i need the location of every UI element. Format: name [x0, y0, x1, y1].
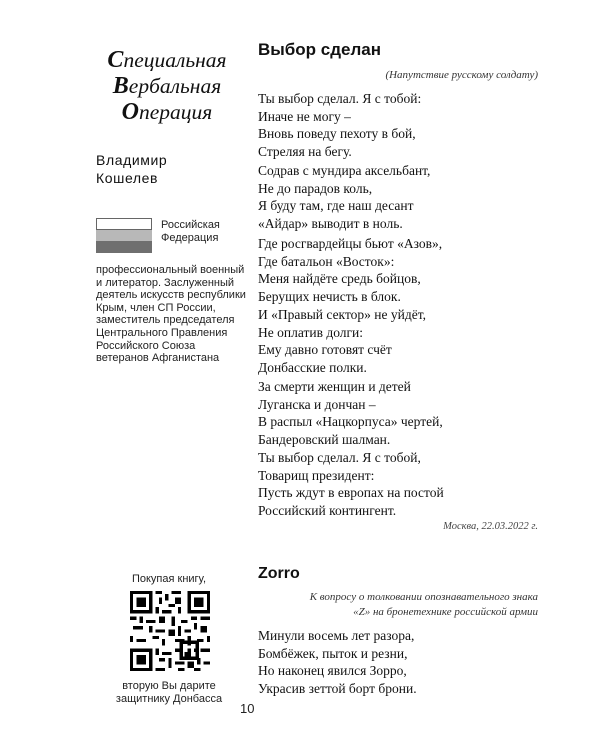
stanza — [258, 306, 548, 376]
verse-line: Пусть ждут в европах на постой — [258, 485, 444, 500]
verse-line: Меня найдёте средь бойцов, — [258, 271, 421, 286]
poem-title: Выбор сделан — [258, 40, 382, 59]
stanza — [258, 235, 548, 305]
author-bio: профессиональный военный и литератор. Заслуженный деятель искусств республики Крым, член СП России, заместитель председателя Центрального Правления Российского Союза ветеранов Афганистана — [96, 264, 246, 365]
series-title-line: Операция — [121, 99, 213, 125]
author-first-name: Владимир — [96, 152, 168, 168]
verse-line: Бандеровский шалман. — [258, 431, 391, 447]
poem-title: Zorro — [258, 565, 300, 582]
verse-line: Минули восемь лет разора, — [258, 628, 415, 643]
donate-text: вторую Вы дарите защитнику Донбасса — [115, 680, 223, 705]
verse-line: Вновь поведу пехоту в бой, — [258, 126, 416, 141]
series-title-line: Специальная — [107, 47, 227, 73]
verse-line: И «Правый сектор» не уйдёт, — [258, 307, 426, 322]
series-title — [92, 47, 242, 125]
russian-flag-icon — [96, 218, 152, 252]
verse-line: Украсив зеттой борт брони. — [258, 680, 417, 696]
verse-line: Донбасские полки. — [258, 359, 367, 375]
verse-line: Товарищ президент: — [258, 467, 375, 483]
poem-dateline: Москва, 22.03.2022 г. — [443, 521, 538, 532]
verse-line: Бомбёжек, пыток и резни, — [258, 645, 408, 661]
verse-line: Где батальон «Восток»: — [258, 253, 395, 269]
stanza — [258, 162, 548, 232]
verse-line: Луганска и дончан – — [258, 396, 376, 412]
author-last-name: Кошелев — [96, 170, 159, 186]
verse-line: Не оплатив долги: — [258, 324, 364, 340]
verse-line: Ты выбор сделал. Я с тобой: — [258, 91, 422, 106]
stanza — [258, 90, 548, 160]
verse-line: Ты выбор сделал. Я с тобой, — [258, 450, 421, 465]
stanza — [258, 449, 548, 519]
buy-text: Покупая книгу, — [131, 573, 207, 585]
verse-line: В распыл «Нацкорпуса» чертей, — [258, 414, 443, 429]
stanza — [258, 378, 548, 448]
poem-epigraph: К вопросу о толковании опознавательного знака «Z» на бронетехнике российской армии — [309, 591, 538, 618]
verse-line: «Айдар» выводит в ноль. — [258, 215, 403, 231]
series-title-line: Вербальная — [112, 73, 222, 99]
verse-line: Ему давно готовят счёт — [258, 342, 392, 357]
verse-line: Я буду там, где наш десант — [258, 198, 414, 213]
stanza — [258, 627, 548, 697]
country-label: Российская Федерация — [161, 219, 220, 244]
verse-line: За смерти женщин и детей — [258, 379, 411, 394]
author-name — [96, 151, 246, 187]
verse-line: Не до парадов коль, — [258, 180, 373, 196]
qr-code-icon — [130, 591, 210, 671]
verse-line: Содрав с мундира аксельбант, — [258, 163, 431, 178]
poem-epigraph: (Напутствие русскому солдату) — [385, 69, 538, 81]
verse-line: Российский контингент. — [258, 502, 397, 518]
verse-line: Берущих нечисть в блок. — [258, 288, 401, 304]
verse-line: Иначе не могу – — [258, 108, 351, 124]
verse-line: Где росгвардейцы бьют «Азов», — [258, 236, 443, 251]
verse-line: Стреляя на бегу. — [258, 143, 352, 159]
verse-line: Но наконец явился Зорро, — [258, 663, 407, 678]
page-number: 10 — [240, 701, 255, 716]
